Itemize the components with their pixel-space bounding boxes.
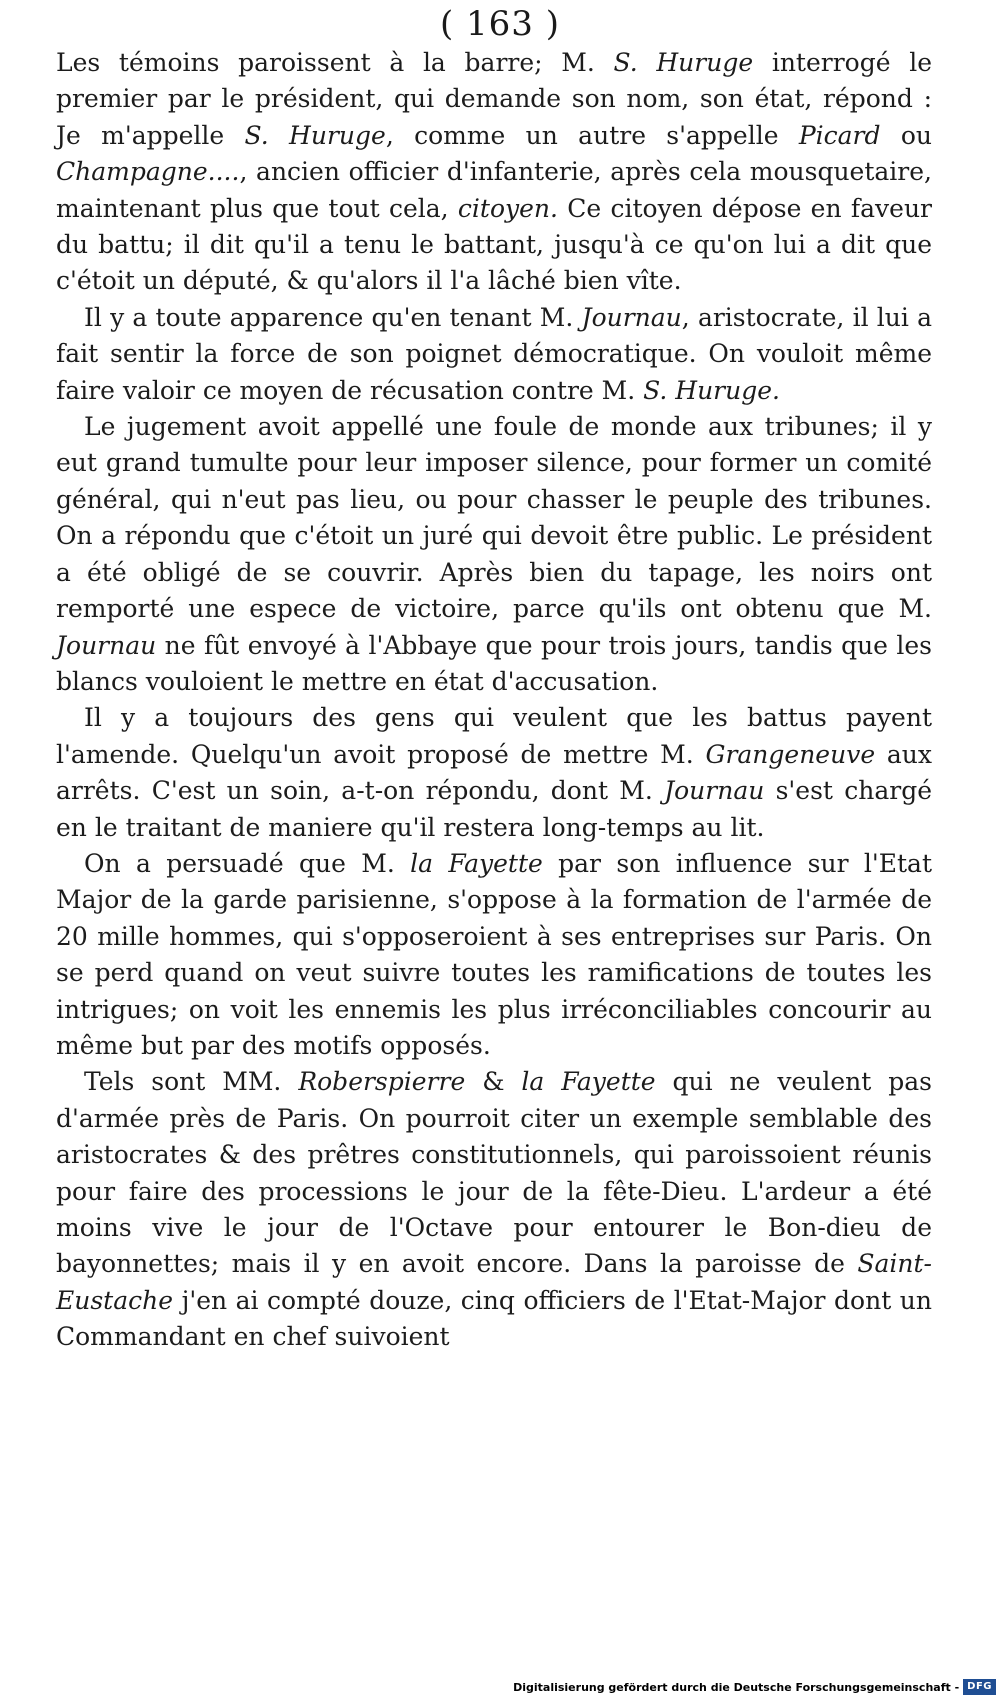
paragraph-text: , comme un autre s'appelle [385,120,799,150]
paragraph-text: , aristocrate, il lui a fait sentir la force de son poignet démocratique. On vouloit même faire valoir ce moyen de récusation contre M. [56,302,932,405]
paragraph-text: Il y a toute apparence qu'en tenant M. [84,302,582,332]
italic-text: Champagne.... [56,157,240,187]
paragraph-text: s'est chargé en le traitant de maniere qu'il restera long-temps au lit. [56,776,932,842]
body-text [56,45,932,1356]
paragraph-text: aux arrêts. C'est un soin, a-t-on répondu, dont M. [56,739,932,806]
paragraph-text: j'en ai compté douze, cinq officiers de l'Etat-Major dont un Commandant en chef suivoient [56,1285,932,1352]
paragraph-text: ne fût envoyé à l'Abbaye que pour trois jours, tandis que les blancs vouloient le mettre en état d'accusation. [56,630,932,696]
italic-text: la Fayette [521,1067,656,1097]
italic-text: Journau [56,630,157,660]
footer-credit: Digitalisierung gefördert durch die Deutsche Forschungsgemeinschaft - [513,1680,960,1694]
italic-text: Saint-Eustache [56,1249,932,1315]
italic-text: S. Huruge [613,48,754,77]
paragraph [56,409,932,700]
italic-text: Roberspierre [298,1067,466,1097]
italic-text: citoyen. [457,193,558,223]
paragraph-text: ou [880,120,932,150]
paragraph-text: , ancien officier d'infanterie, après cela mousquetaire, maintenant plus que tout cela, [56,157,932,223]
italic-text: Picard [798,120,881,150]
paragraph-text: On a persuadé que M. [84,848,411,878]
paragraph-text: Tels sont MM. [84,1067,299,1097]
paragraph [56,846,932,1064]
paragraph [56,45,932,300]
paragraph-text: Il y a toujours des gens qui veulent que les battus payent l'amende. Quelqu'un avoit proposé de mettre M. [56,703,932,769]
digitization-footer [513,1678,1000,1696]
italic-text: Journau [664,776,765,806]
paragraph-text: interrogé le premier par le président, qui demande son nom, son état, répond : Je m'appelle [56,48,933,150]
page-number: ( 163 ) [439,4,561,44]
italic-text: la Fayette [410,848,543,878]
paragraph-text: qui ne veulent pas d'armée près de Paris. On pourroit citer un exemple semblable des aristocrates & des prêtres constitutionnels, qui paroissoient réunis pour faire des processions le jour de la fête-Dieu. L'ardeur a été moins vive le jour de l'Octave pour entourer le Bon-dieu de bayonnettes; mais il y en avoit encore. Dans la paroisse de [56,1067,932,1279]
paragraph-text: & [465,1067,522,1097]
dfg-logo: DFG [963,1679,996,1695]
paragraph-text: Le jugement avoit appellé une foule de monde aux tribunes; il y eut grand tumulte pour leur imposer silence, pour former un comité général, qui n'eut pas lieu, ou pour chasser le peuple des tribunes. On a répondu que c'étoit un juré qui devoit être public. Le président a été obligé de se couvrir. Après bien du tapage, les noirs ont remporté une espece de victoire, parce qu'ils ont obtenu que M. [56,412,932,624]
paragraph-text: Ce citoyen dépose en faveur du battu; il dit qu'il a tenu le battant, jusqu'à ce qu'on lui a dit que c'étoit un député, & qu'alors il l'a lâché bien vîte. [56,193,932,296]
italic-text: S. Huruge [244,120,386,150]
paragraph [56,300,932,409]
paragraph [56,700,932,846]
italic-text: Grangeneuve [705,739,876,769]
paragraph-text: par son influence sur l'Etat Major de la garde parisienne, s'oppose à la formation de l'armée de 20 mille hommes, qui s'opposeroient à ses entreprises sur Paris. On se perd quand on veut suivre toutes les ramifications de toutes les intrigues; on voit les ennemis les plus irréconciliables concourir au même but par des motifs opposés. [56,848,932,1060]
paragraph-text: Les témoins paroissent à la barre; M. [56,48,614,77]
italic-text: S. Huruge. [643,375,780,405]
paragraph [56,1064,932,1355]
italic-text: Journau [581,302,682,332]
